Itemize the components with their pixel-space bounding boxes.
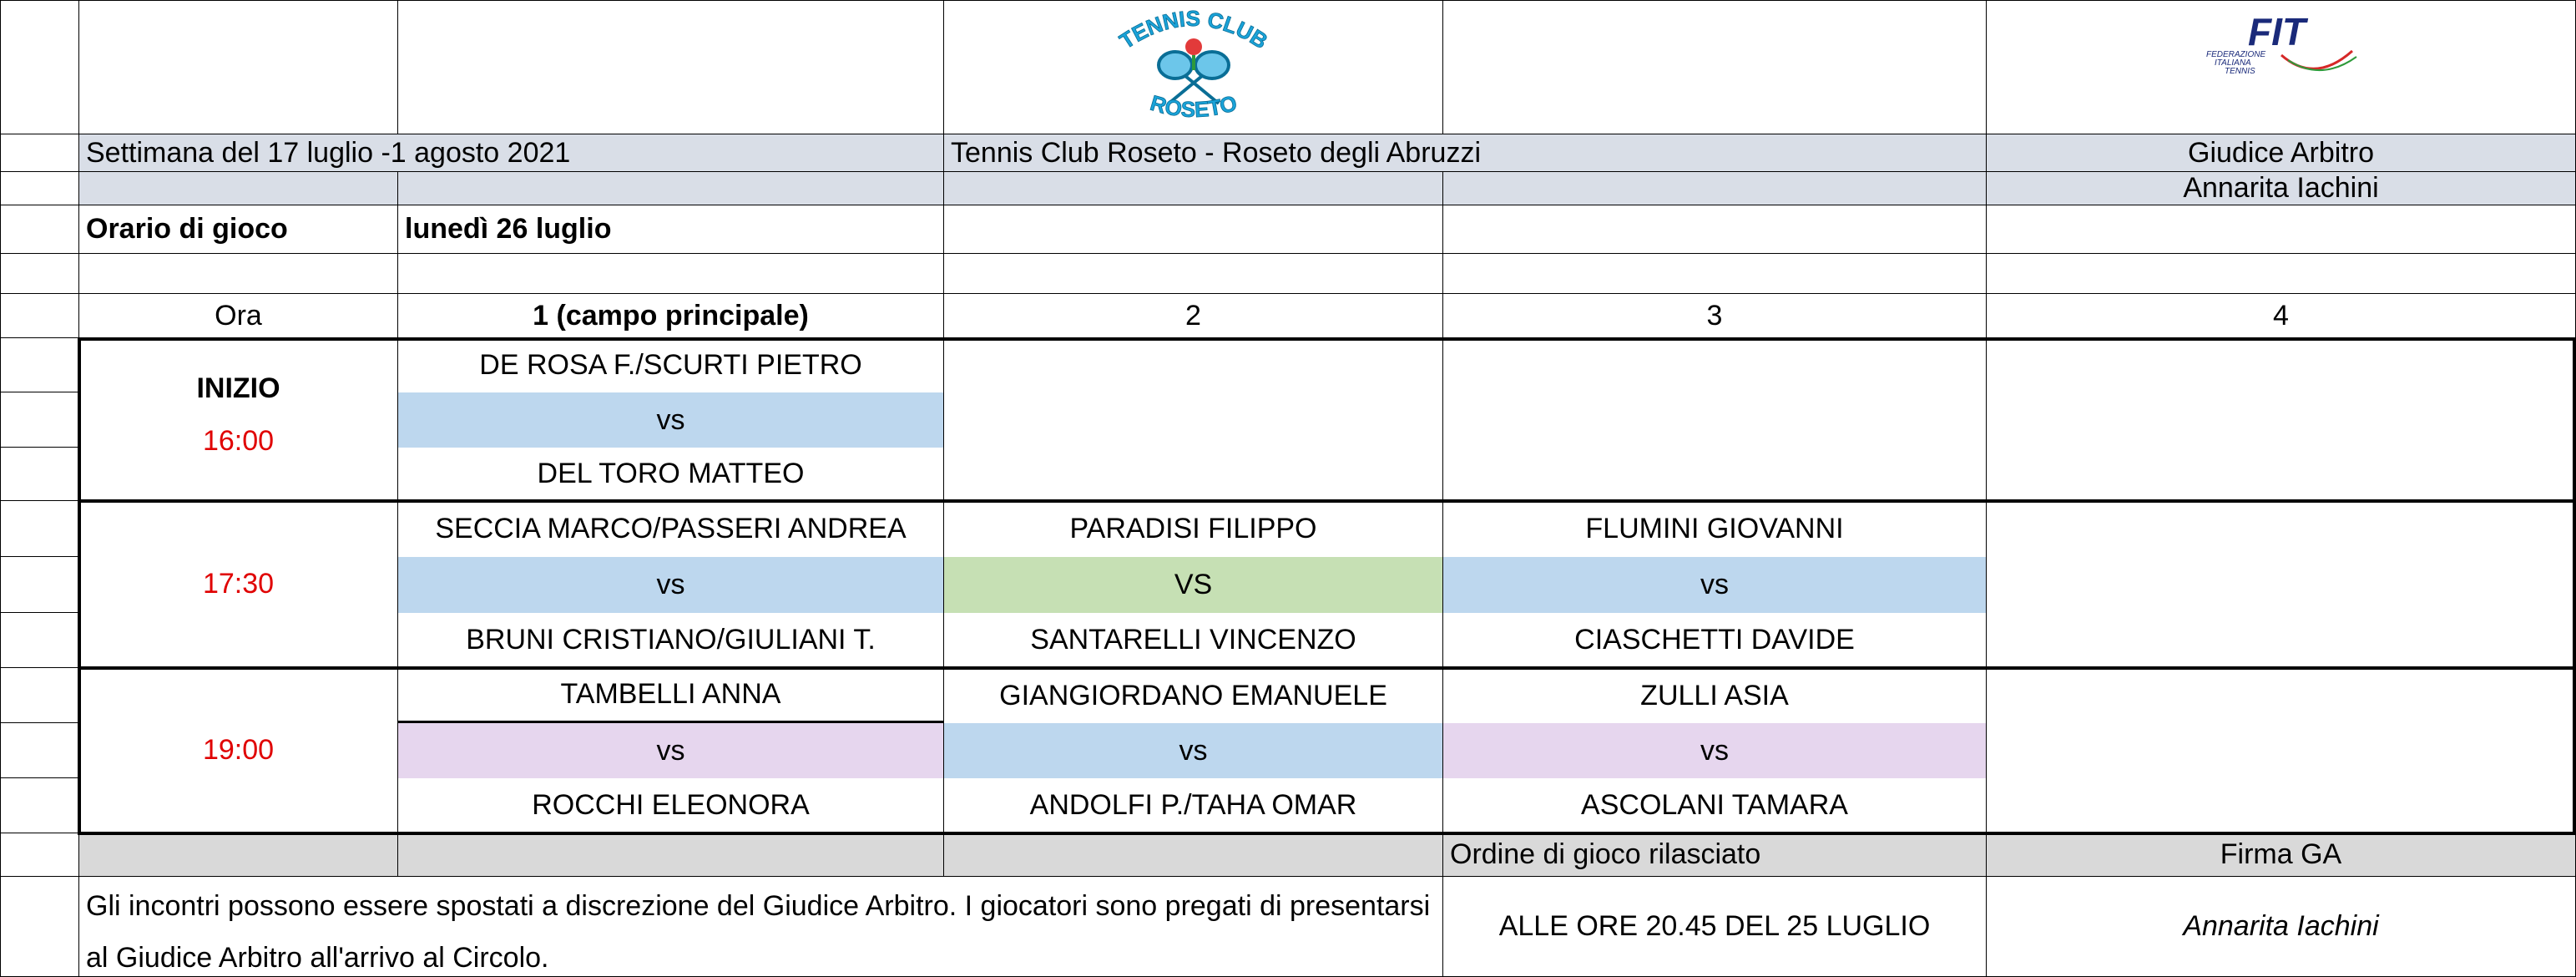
empty-cell — [398, 254, 944, 294]
match-vs: vs — [398, 723, 944, 778]
slot-time: 17:30 — [79, 501, 398, 668]
thick-border — [78, 832, 2576, 835]
row-gutter — [0, 134, 79, 172]
col-header-ora: Ora — [79, 294, 398, 338]
empty-match-cell — [1987, 668, 2576, 833]
col-header-court-3: 3 — [1443, 294, 1987, 338]
row-gutter — [0, 448, 79, 501]
match-player-2: ASCOLANI TAMARA — [1443, 778, 1987, 833]
row-gutter — [0, 833, 79, 877]
svg-text:TENNIS: TENNIS — [2224, 66, 2255, 76]
empty-cell — [1987, 254, 2576, 294]
empty-match-cell — [1443, 338, 1987, 501]
released-time: ALLE ORE 20.45 DEL 25 LUGLIO — [1443, 877, 1987, 977]
row-gutter — [0, 723, 79, 778]
match-vs: vs — [1443, 557, 1987, 613]
match-player-2: CIASCHETTI DAVIDE — [1443, 613, 1987, 668]
row-gutter — [0, 668, 79, 723]
svg-text:FEDERAZIONE: FEDERAZIONE — [2205, 49, 2265, 59]
empty-cell — [944, 205, 1443, 254]
empty-cell — [79, 833, 398, 877]
empty-cell — [398, 172, 944, 205]
fit-logo-image — [2190, 5, 2373, 97]
tennis-club-roseto-logo-image — [1094, 5, 1294, 130]
empty-cell — [944, 172, 1443, 205]
match-player-2: SANTARELLI VINCENZO — [944, 613, 1443, 668]
row-gutter — [0, 557, 79, 613]
thick-border — [78, 666, 2576, 670]
footer-note: Gli incontri possono essere spostati a discrezione del Giudice Arbitro. I giocatori sono pregati di presentarsi al Giudice Arbitro all'arrivo al Circolo. — [79, 877, 1443, 977]
empty-cell — [1443, 205, 1987, 254]
col-header-court-4: 4 — [1987, 294, 2576, 338]
empty-cell — [1987, 205, 2576, 254]
row-gutter — [0, 778, 79, 833]
referee-title: Giudice Arbitro — [1987, 134, 2576, 172]
tennis-club-logo — [944, 0, 1443, 134]
match-vs: vs — [1443, 723, 1987, 778]
match-vs: VS — [944, 557, 1443, 613]
slot-time: 19:00 — [79, 668, 398, 833]
match-player-2: ANDOLFI P./TAHA OMAR — [944, 778, 1443, 833]
match-player-2: ROCCHI ELEONORA — [398, 778, 944, 833]
row-gutter — [0, 172, 79, 205]
empty-cell — [79, 0, 398, 134]
match-player-1: SECCIA MARCO/PASSERI ANDREA — [398, 501, 944, 557]
match-player-1: GIANGIORDANO EMANUELE — [944, 668, 1443, 723]
match-vs: vs — [398, 392, 944, 448]
col-header-court-2: 2 — [944, 294, 1443, 338]
empty-cell — [1443, 0, 1987, 134]
match-player-1: PARADISI FILIPPO — [944, 501, 1443, 557]
match-player-2: BRUNI CRISTIANO/GIULIANI T. — [398, 613, 944, 668]
match-player-1: ZULLI ASIA — [1443, 668, 1987, 723]
empty-match-cell — [944, 338, 1443, 501]
row-gutter — [0, 254, 79, 294]
empty-cell — [1443, 254, 1987, 294]
referee-name: Annarita Iachini — [1987, 172, 2576, 205]
orario-label: Orario di gioco — [79, 205, 398, 254]
empty-cell — [944, 833, 1443, 877]
slot-time: 16:00 — [202, 425, 275, 457]
match-vs: vs — [398, 557, 944, 613]
empty-cell — [398, 0, 944, 134]
thick-border — [2573, 337, 2576, 835]
fit-logo — [1987, 0, 2576, 134]
empty-cell — [398, 833, 944, 877]
row-gutter — [0, 338, 79, 392]
signature-label: Firma GA — [1987, 833, 2576, 877]
slot-time-cell — [79, 338, 398, 501]
row-gutter — [0, 877, 79, 977]
week-label: Settimana del 17 luglio -1 agosto 2021 — [79, 134, 944, 172]
empty-cell — [1443, 172, 1987, 205]
released-label: Ordine di gioco rilasciato — [1443, 833, 1987, 877]
row-gutter — [0, 205, 79, 254]
match-player-1: TAMBELLI ANNA — [398, 668, 944, 723]
club-name: Tennis Club Roseto - Roseto degli Abruzzi — [944, 134, 1987, 172]
thick-border — [78, 337, 2576, 341]
day-label: lunedì 26 luglio — [398, 205, 944, 254]
thick-border — [78, 499, 2576, 503]
svg-text:FIT: FIT — [2247, 9, 2306, 53]
match-player-2: DEL TORO MATTEO — [398, 448, 944, 501]
signature: Annarita Iachini — [1987, 877, 2576, 977]
row-gutter — [0, 0, 79, 134]
col-header-court-1: 1 (campo principale) — [398, 294, 944, 338]
thick-border — [78, 337, 81, 835]
empty-match-cell — [1987, 501, 2576, 668]
row-gutter — [0, 392, 79, 448]
match-vs: vs — [944, 723, 1443, 778]
match-player-1: DE ROSA F./SCURTI PIETRO — [398, 338, 944, 392]
row-gutter — [0, 294, 79, 338]
empty-cell — [79, 254, 398, 294]
row-gutter — [0, 501, 79, 557]
start-label: INIZIO — [196, 372, 280, 404]
empty-cell — [79, 172, 398, 205]
svg-text:ROSETO: ROSETO — [1147, 89, 1240, 122]
svg-text:TENNIS CLUB: TENNIS CLUB — [1114, 5, 1272, 53]
match-player-1: FLUMINI GIOVANNI — [1443, 501, 1987, 557]
svg-text:ITALIANA: ITALIANA — [2214, 58, 2251, 68]
row-gutter — [0, 613, 79, 668]
empty-cell — [944, 254, 1443, 294]
empty-match-cell — [1987, 338, 2576, 501]
